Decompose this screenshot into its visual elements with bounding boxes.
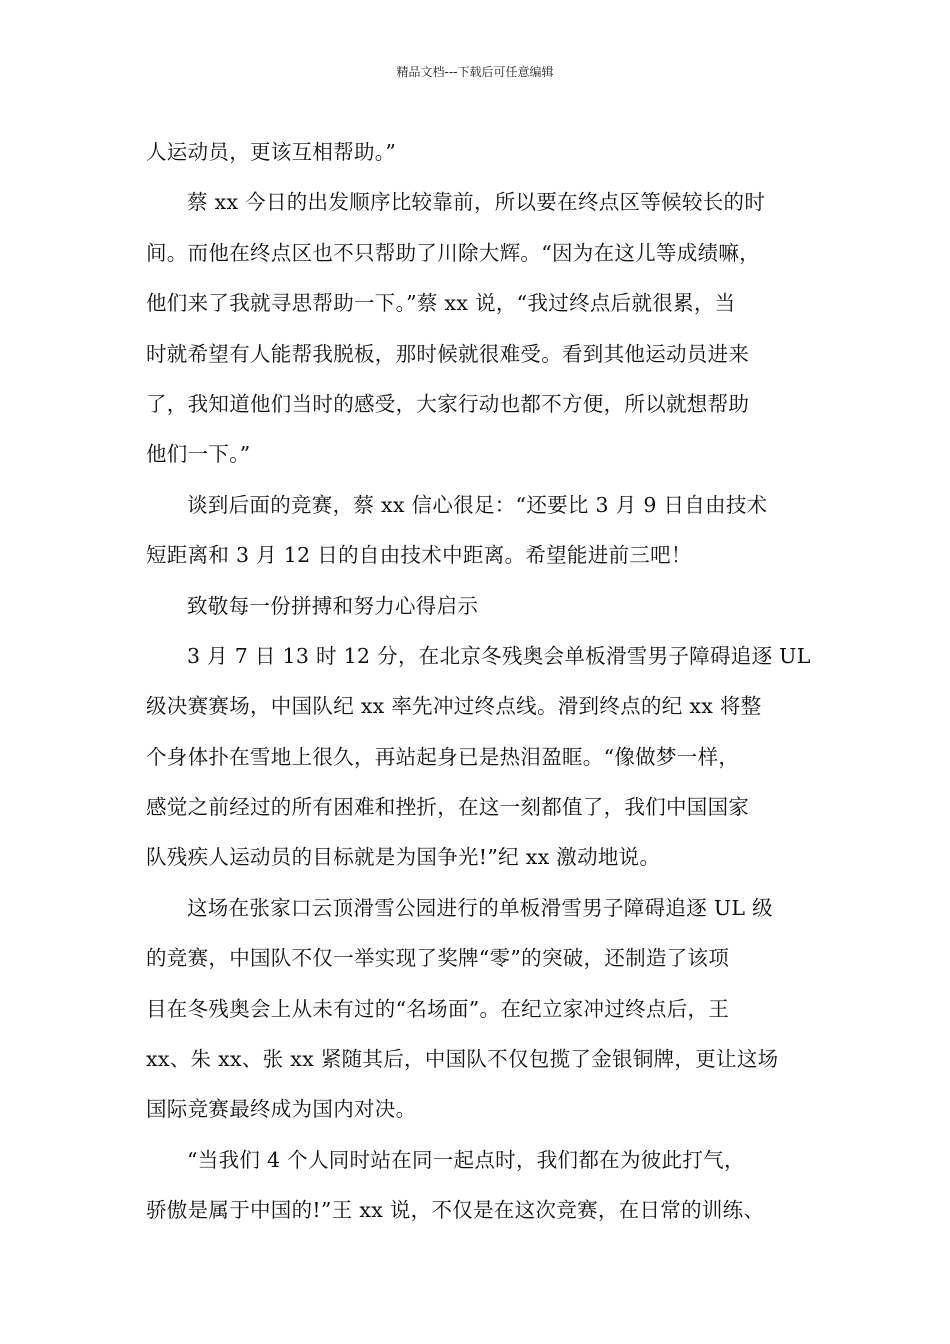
text-line: 目在冬残奥会上从未有过的“名场面”。在纪立家冲过终点后，王 (146, 996, 730, 1021)
page-header: 精品文档---下载后可任意编辑 (396, 65, 554, 79)
text-line: 个身体扑在雪地上很久，再站起身已是热泪盈眶。“像做梦一样， (146, 744, 740, 769)
text-line: 骄傲是属于中国的!”王 xx 说，不仅是在这次竞赛，在日常的训练、 (146, 1198, 765, 1223)
text-line: 的竞赛，中国队不仅一举实现了奖牌“零”的突破，还制造了该项 (146, 946, 730, 971)
text-line: 蔡 xx 今日的出发顺序比较靠前，所以要在终点区等候较长的时 (187, 190, 766, 215)
text-line: 致敬每一份拼搏和努力心得启示 (187, 593, 479, 618)
text-line: 了，我知道他们当时的感受，大家行动也都不方便，所以就想帮助 (146, 391, 750, 416)
text-line: 间。而他在终点区也不只帮助了川除大辉。“因为在这儿等成绩嘛， (146, 240, 760, 265)
text-line: xx、朱 xx、张 xx 紧随其后，中国队不仅包揽了金银铜牌，更让这场 (146, 1047, 779, 1072)
text-line: 感觉之前经过的所有困难和挫折，在这一刻都值了，我们中国国家 (146, 795, 750, 820)
text-line: 队残疾人运动员的目标就是为国争光!”纪 xx 激动地说。 (146, 845, 661, 870)
text-line: “当我们 4 个人同时站在同一起点时，我们都在为彼此打气， (187, 1147, 745, 1172)
text-line: 人运动员，更该互相帮助。” (146, 140, 397, 164)
text-line: 短距离和 3 月 12 日的自由技术中距离。希望能进前三吧！ (146, 543, 692, 568)
text-line: 级决赛赛场，中国队纪 xx 率先冲过终点线。滑到终点的纪 xx 将整 (146, 694, 762, 719)
body-text (146, 127, 832, 1236)
text-line: 这场在张家口云顶滑雪公园进行的单板滑雪男子障碍追逐 UL 级 (187, 895, 773, 920)
text-line: 3 月 7 日 13 时 12 分，在北京冬残奥会单板滑雪男子障碍追逐 UL (187, 643, 811, 668)
text-line: 谈到后面的竞赛，蔡 xx 信心很足：“还要比 3 月 9 日自由技术 (187, 492, 768, 517)
text-line: 他们一下。” (146, 442, 251, 467)
text-line: 时就希望有人能帮我脱板，那时候就很难受。看到其他运动员进来 (146, 341, 750, 366)
text-line: 他们来了我就寻思帮助一下。”蔡 xx 说，“我过终点后就很累，当 (146, 291, 736, 316)
text-line: 国际竞赛最终成为国内对决。 (146, 1097, 417, 1122)
